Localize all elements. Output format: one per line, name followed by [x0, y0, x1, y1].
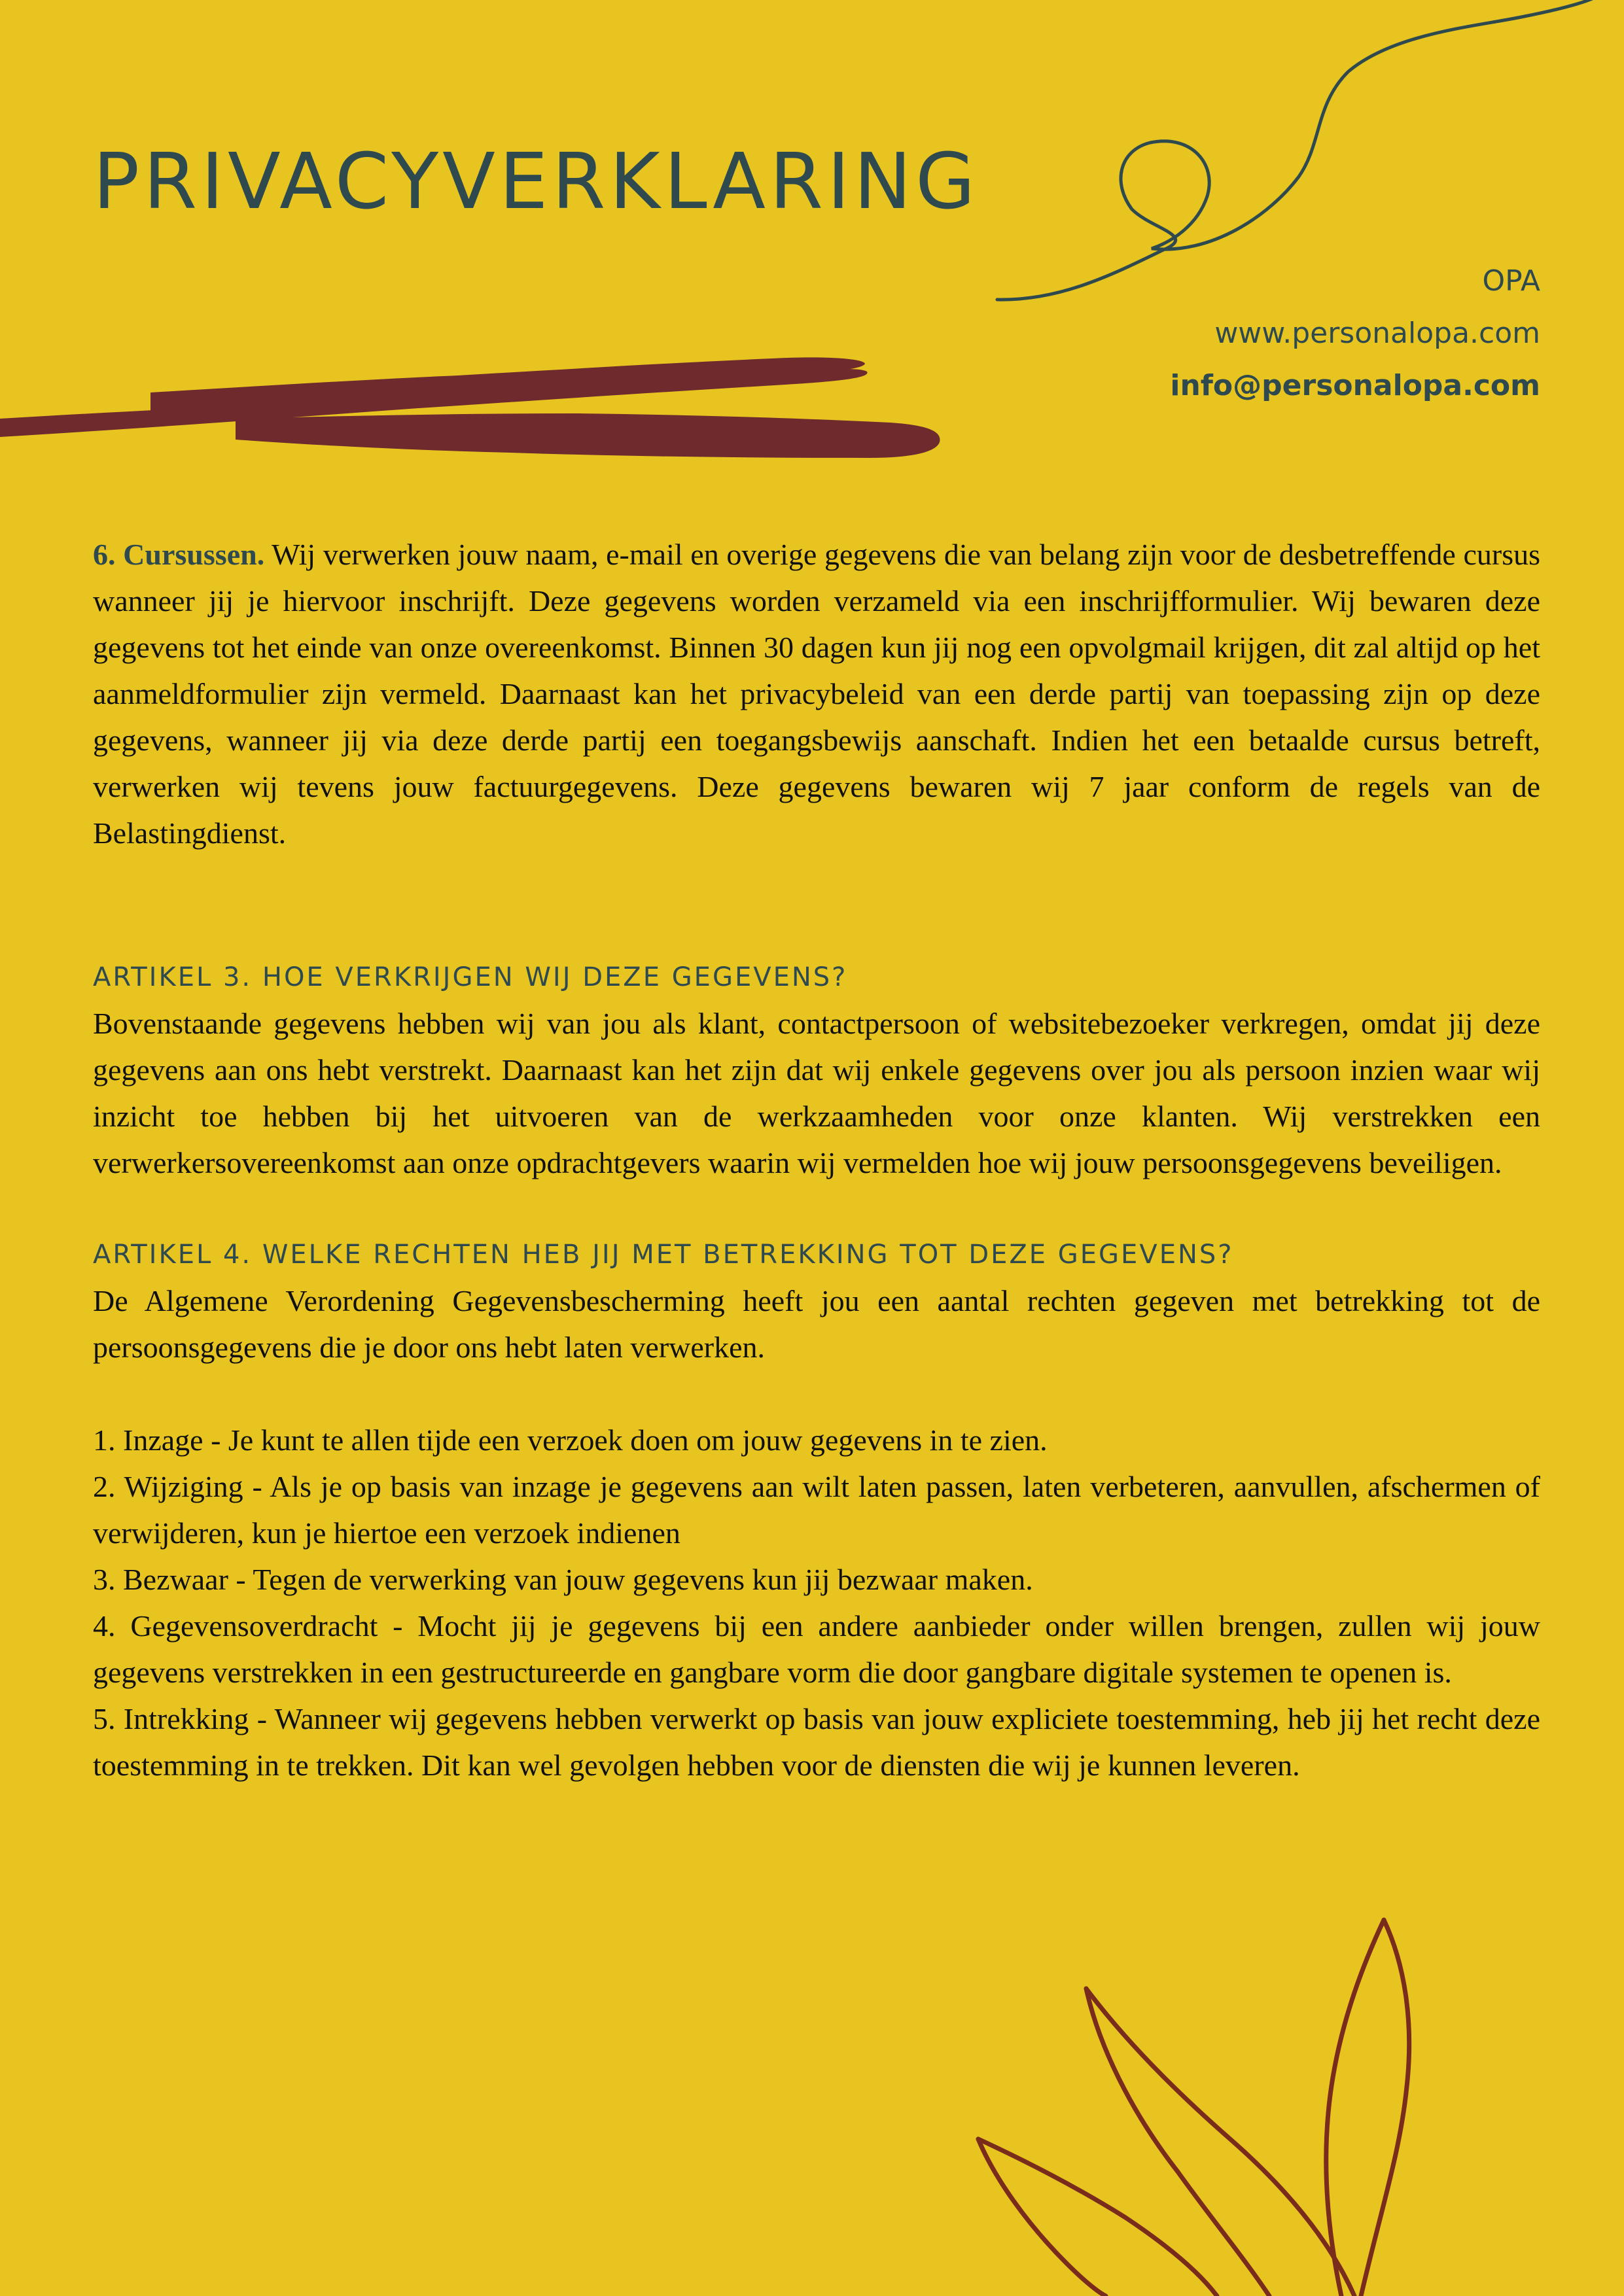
org-name: OPA [1482, 264, 1540, 298]
list-item: 5. Intrekking - Wanneer wij gegevens hebben verwerkt op basis van jouw expliciete toestemming, heb jij het recht deze toestemming in te trekken. Dit kan wel gevolgen hebben voor de diensten die wij je kunnen leveren. [93, 1702, 1540, 1782]
article4-heading: ARTIKEL 4. WELKE RECHTEN HEB JIJ MET BETREKKING TOT DEZE GEGEVENS? [93, 1240, 1234, 1270]
leaf-illustration [978, 1920, 1409, 2296]
list-item: 4. Gegevensoverdracht - Mocht jij je gegevens bij een andere aanbieder onder willen brengen, zullen wij jouw gegevens verstrekken in een gestructureerde en gangbare vorm die door gangbare digitale systemen te openen is. [93, 1609, 1540, 1689]
courses-text: Wij verwerken jouw naam, e-mail en overige gegevens die van belang zijn voor de desbetreffende cursus wanneer jij je hiervoor inschrijft. Deze gegevens worden verzameld via een inschrijfformulier. Wij bewaren deze gegevens tot het einde van onze overeenkomst. Binnen 30 dagen kun jij nog een opvolgmail krijgen, dit zal altijd op het aanmeldformulier zijn vermeld. Daarnaast kan het privacybeleid van een derde partij van toepassing zijn op deze gegevens, wanneer jij via deze derde partij een toegangsbewijs aanschaft. Indien het een betaalde cursus betreft, verwerken wij tevens jouw factuurgegevens. Deze gegevens bewaren wij 7 jaar conform de regels van de Belastingdienst. [93, 538, 1540, 850]
website-link[interactable]: www.personalopa.com [1214, 317, 1540, 350]
article3-heading: ARTIKEL 3. HOE VERKRIJGEN WIJ DEZE GEGEVENS? [93, 962, 848, 992]
courses-lead: 6. Cursussen. [93, 538, 265, 571]
brush-stroke-decoration [150, 357, 865, 411]
list-item: 3. Bezwaar - Tegen de verwerking van jouw gegevens kun jij bezwaar maken. [93, 1563, 1033, 1596]
document-body [93, 531, 1540, 1788]
brush-stroke-decoration [0, 369, 868, 437]
rights-list [93, 1417, 1540, 1788]
contact-block [1170, 255, 1540, 412]
page-title: PRIVACYVERKLARING [93, 136, 980, 226]
courses-paragraph [93, 531, 1540, 856]
article4-intro: De Algemene Verordening Gegevensbescherming heeft jou een aantal rechten gegeven met betrekking tot de persoonsgegevens die je door ons hebt laten verwerken. [93, 1284, 1540, 1364]
list-item: 2. Wijziging - Als je op basis van inzage je gegevens aan wilt laten passen, laten verbeteren, aanvullen, afschermen of verwijderen, kun je hiertoe een verzoek indienen [93, 1470, 1540, 1550]
article3-paragraph: Bovenstaande gegevens hebben wij van jou als klant, contactpersoon of websitebezoeker verkregen, omdat jij deze gegevens aan ons hebt verstrekt. Daarnaast kan het zijn dat wij enkele gegevens over jou als persoon inzien waar wij inzicht toe hebben bij het uitvoeren van de werkzaamheden voor onze klanten. Wij verstrekken een verwerkersovereenkomst aan onze opdrachtgevers waarin wij vermelden hoe wij jouw persoonsgegevens beveiligen. [93, 1007, 1540, 1179]
email-link[interactable]: info@personalopa.com [1170, 369, 1540, 402]
brush-stroke-decoration [236, 413, 940, 458]
list-item: 1. Inzage - Je kunt te allen tijde een verzoek doen om jouw gegevens in te zien. [93, 1423, 1048, 1457]
